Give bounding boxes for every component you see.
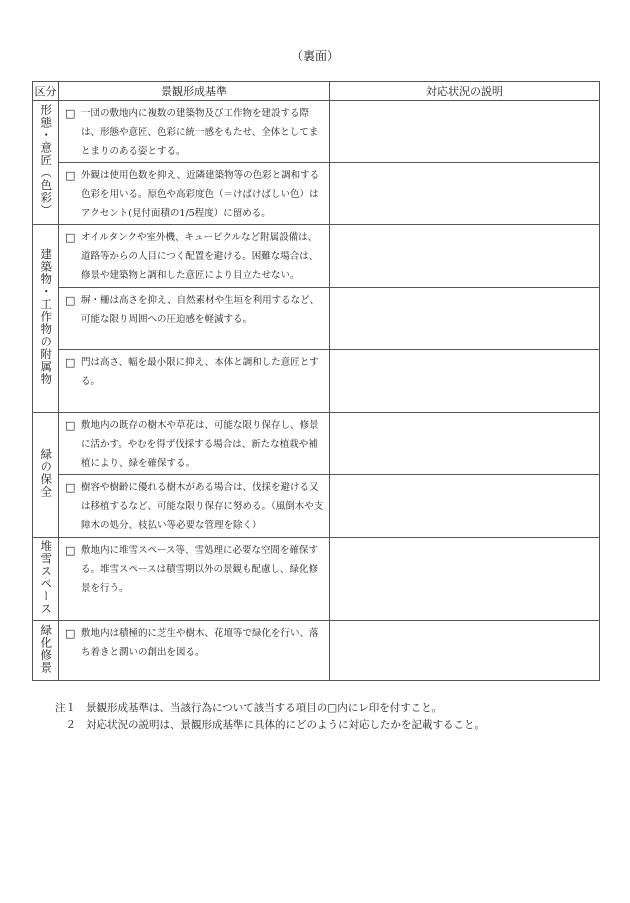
table-row xyxy=(33,225,600,288)
table-row xyxy=(33,350,600,413)
landscape-criteria-table xyxy=(32,81,600,681)
note-item xyxy=(44,700,485,717)
response-cell[interactable] xyxy=(330,163,600,225)
category-label: 形態・意匠（色彩） xyxy=(39,104,54,217)
note-label: 注１ xyxy=(55,702,76,714)
checkbox-icon[interactable]: □ xyxy=(65,231,76,244)
criteria-cell xyxy=(59,413,330,475)
criteria-cell xyxy=(59,288,330,350)
table-row xyxy=(33,101,600,163)
checkbox-icon[interactable]: □ xyxy=(65,356,76,369)
checkbox-icon[interactable]: □ xyxy=(65,627,76,640)
category-cell xyxy=(33,225,59,413)
table-row xyxy=(33,621,600,681)
table-row xyxy=(33,288,600,350)
criteria-text: 門は高さ、幅を最小限に抑え、本体と調和した意匠とする。 xyxy=(81,357,319,387)
criteria-text: オイルタンクや室外機、キュービクルなど附属設備は、道路等からの人目につく配置を避ける。困難な場合は、修景や建築物と調和した意匠により目立たせない。 xyxy=(81,232,319,281)
category-label: 緑の保全 xyxy=(39,448,54,498)
note-text: 対応状況の説明は、景観形成基準に具体的にどのように対応したかを記載すること。 xyxy=(86,719,485,731)
table-row xyxy=(33,538,600,621)
checkbox-icon[interactable]: □ xyxy=(65,294,76,307)
response-cell[interactable] xyxy=(330,621,600,681)
response-cell[interactable] xyxy=(330,538,600,621)
page-title: （裏面） xyxy=(290,49,339,63)
criteria-text: 敷地内に堆雪スペース等、雪処理に必要な空間を確保する。堆雪スペースは積雪期以外の景観も配慮し、緑化修景を行う。 xyxy=(81,545,319,594)
category-label: 堆雪スペース xyxy=(39,539,54,615)
criteria-cell xyxy=(59,621,330,681)
table-row xyxy=(33,163,600,225)
criteria-cell xyxy=(59,101,330,163)
category-cell xyxy=(33,538,59,621)
criteria-cell xyxy=(59,350,330,413)
criteria-text: 外観は使用色数を抑え、近隣建築物等の色彩と調和する色彩を用いる。原色や高彩度色（＝けばけばしい色）はアクセント(見付面積の1/5程度）に留める。 xyxy=(81,170,320,219)
criteria-cell xyxy=(59,225,330,288)
criteria-text: 敷地内の既存の樹木や草花は、可能な限り保存し、修景に活かす。やむを得ず伐採する場合は、新たな植栽や補植により、緑を確保する。 xyxy=(81,420,319,469)
category-cell xyxy=(33,621,59,681)
header-criteria: 景観形成基準 xyxy=(59,82,330,101)
criteria-text: 敷地内は積極的に芝生や樹木、花壇等で緑化を行い、落ち着きと潤いの創出を図る。 xyxy=(81,628,319,658)
criteria-cell xyxy=(59,475,330,538)
note-text: 景観形成基準は、当該行為について該当する項目の□内にレ印を付すこと。 xyxy=(86,702,443,714)
response-cell[interactable] xyxy=(330,475,600,538)
response-cell[interactable] xyxy=(330,350,600,413)
checkbox-icon[interactable]: □ xyxy=(65,419,76,432)
notes xyxy=(44,700,485,734)
checkbox-icon[interactable]: □ xyxy=(65,169,76,182)
category-label: 緑化修景 xyxy=(39,623,54,674)
header-response: 対応状況の説明 xyxy=(330,82,600,101)
category-cell xyxy=(33,413,59,538)
checkbox-icon[interactable]: □ xyxy=(65,481,76,494)
criteria-text: 一団の敷地内に複数の建築物及び工作物を建設する際は、形態や意匠、色彩に統一感をもたせ、全体としてまとまりのある姿とする。 xyxy=(81,108,319,157)
criteria-cell xyxy=(59,163,330,225)
category-label: 建築物・工作物の附属物 xyxy=(39,247,54,386)
criteria-text: 塀・柵は高さを抑え、自然素材や生垣を利用するなど、可能な限り周囲への圧迫感を軽減する。 xyxy=(81,295,320,325)
note-label: ２ xyxy=(65,719,76,731)
category-cell xyxy=(33,101,59,225)
table-row xyxy=(33,413,600,475)
response-cell[interactable] xyxy=(330,225,600,288)
criteria-text: 樹容や樹齢に優れる樹木がある場合は、伐採を避ける又は移植するなど、可能な限り保存に努める。（風倒木や支障木の処分、枝払い等必要な管理を除く） xyxy=(81,482,324,531)
response-cell[interactable] xyxy=(330,101,600,163)
response-cell[interactable] xyxy=(330,413,600,475)
header-category: 区分 xyxy=(33,82,59,101)
checkbox-icon[interactable]: □ xyxy=(65,107,76,120)
response-cell[interactable] xyxy=(330,288,600,350)
checkbox-icon[interactable]: □ xyxy=(65,544,76,557)
note-item xyxy=(44,717,485,734)
criteria-cell xyxy=(59,538,330,621)
table-row xyxy=(33,475,600,538)
